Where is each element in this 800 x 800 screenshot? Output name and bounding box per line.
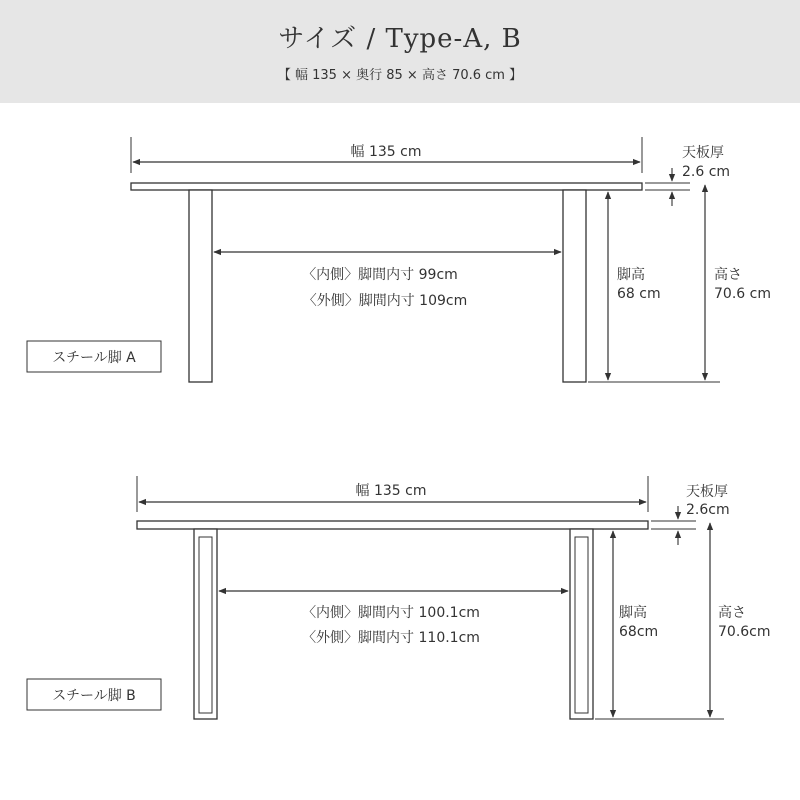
- inner-span-label-b: 〈内側〉脚間内寸 100.1cm: [302, 605, 480, 621]
- leg-type-label-a: スチール脚 A: [52, 350, 136, 366]
- leg-height-value-a: 68 cm: [617, 286, 661, 302]
- total-height-label-a: 高さ: [714, 267, 742, 283]
- top-thickness-value-a: 2.6 cm: [682, 164, 731, 180]
- outer-span-label-a: 〈外側〉脚間内寸 109cm: [302, 293, 468, 309]
- top-thickness-label-b: 天板厚: [686, 484, 728, 500]
- total-height-label-b: 高さ: [718, 605, 746, 621]
- leg-left-a: [189, 190, 212, 382]
- table-top-a: [131, 183, 642, 190]
- width-label-a: 幅 135 cm: [350, 144, 422, 160]
- table-top-b: [137, 521, 648, 529]
- leg-type-label-b: スチール脚 B: [52, 688, 136, 704]
- diagram-type-b: [27, 476, 771, 719]
- leg-height-label-b: 脚高: [619, 605, 647, 621]
- leg-height-label-a: 脚高: [617, 267, 645, 283]
- top-thickness-label-a: 天板厚: [682, 145, 724, 161]
- leg-right-a: [563, 190, 586, 382]
- outer-span-label-b: 〈外側〉脚間内寸 110.1cm: [302, 630, 480, 646]
- leg-left-b-inner: [199, 537, 212, 713]
- total-height-value-b: 70.6cm: [718, 624, 771, 640]
- diagram-type-a: [27, 137, 771, 382]
- width-label-b: 幅 135 cm: [355, 483, 427, 499]
- leg-right-b-inner: [575, 537, 588, 713]
- page-title: サイズ / Type-A, B: [278, 24, 522, 54]
- inner-span-label-a: 〈内側〉脚間内寸 99cm: [302, 267, 458, 283]
- top-thickness-value-b: 2.6cm: [686, 502, 730, 518]
- leg-height-value-b: 68cm: [619, 624, 659, 640]
- overall-dimensions: 【 幅 135 × 奥行 85 × 高さ 70.6 cm 】: [277, 68, 523, 83]
- total-height-value-a: 70.6 cm: [714, 286, 771, 302]
